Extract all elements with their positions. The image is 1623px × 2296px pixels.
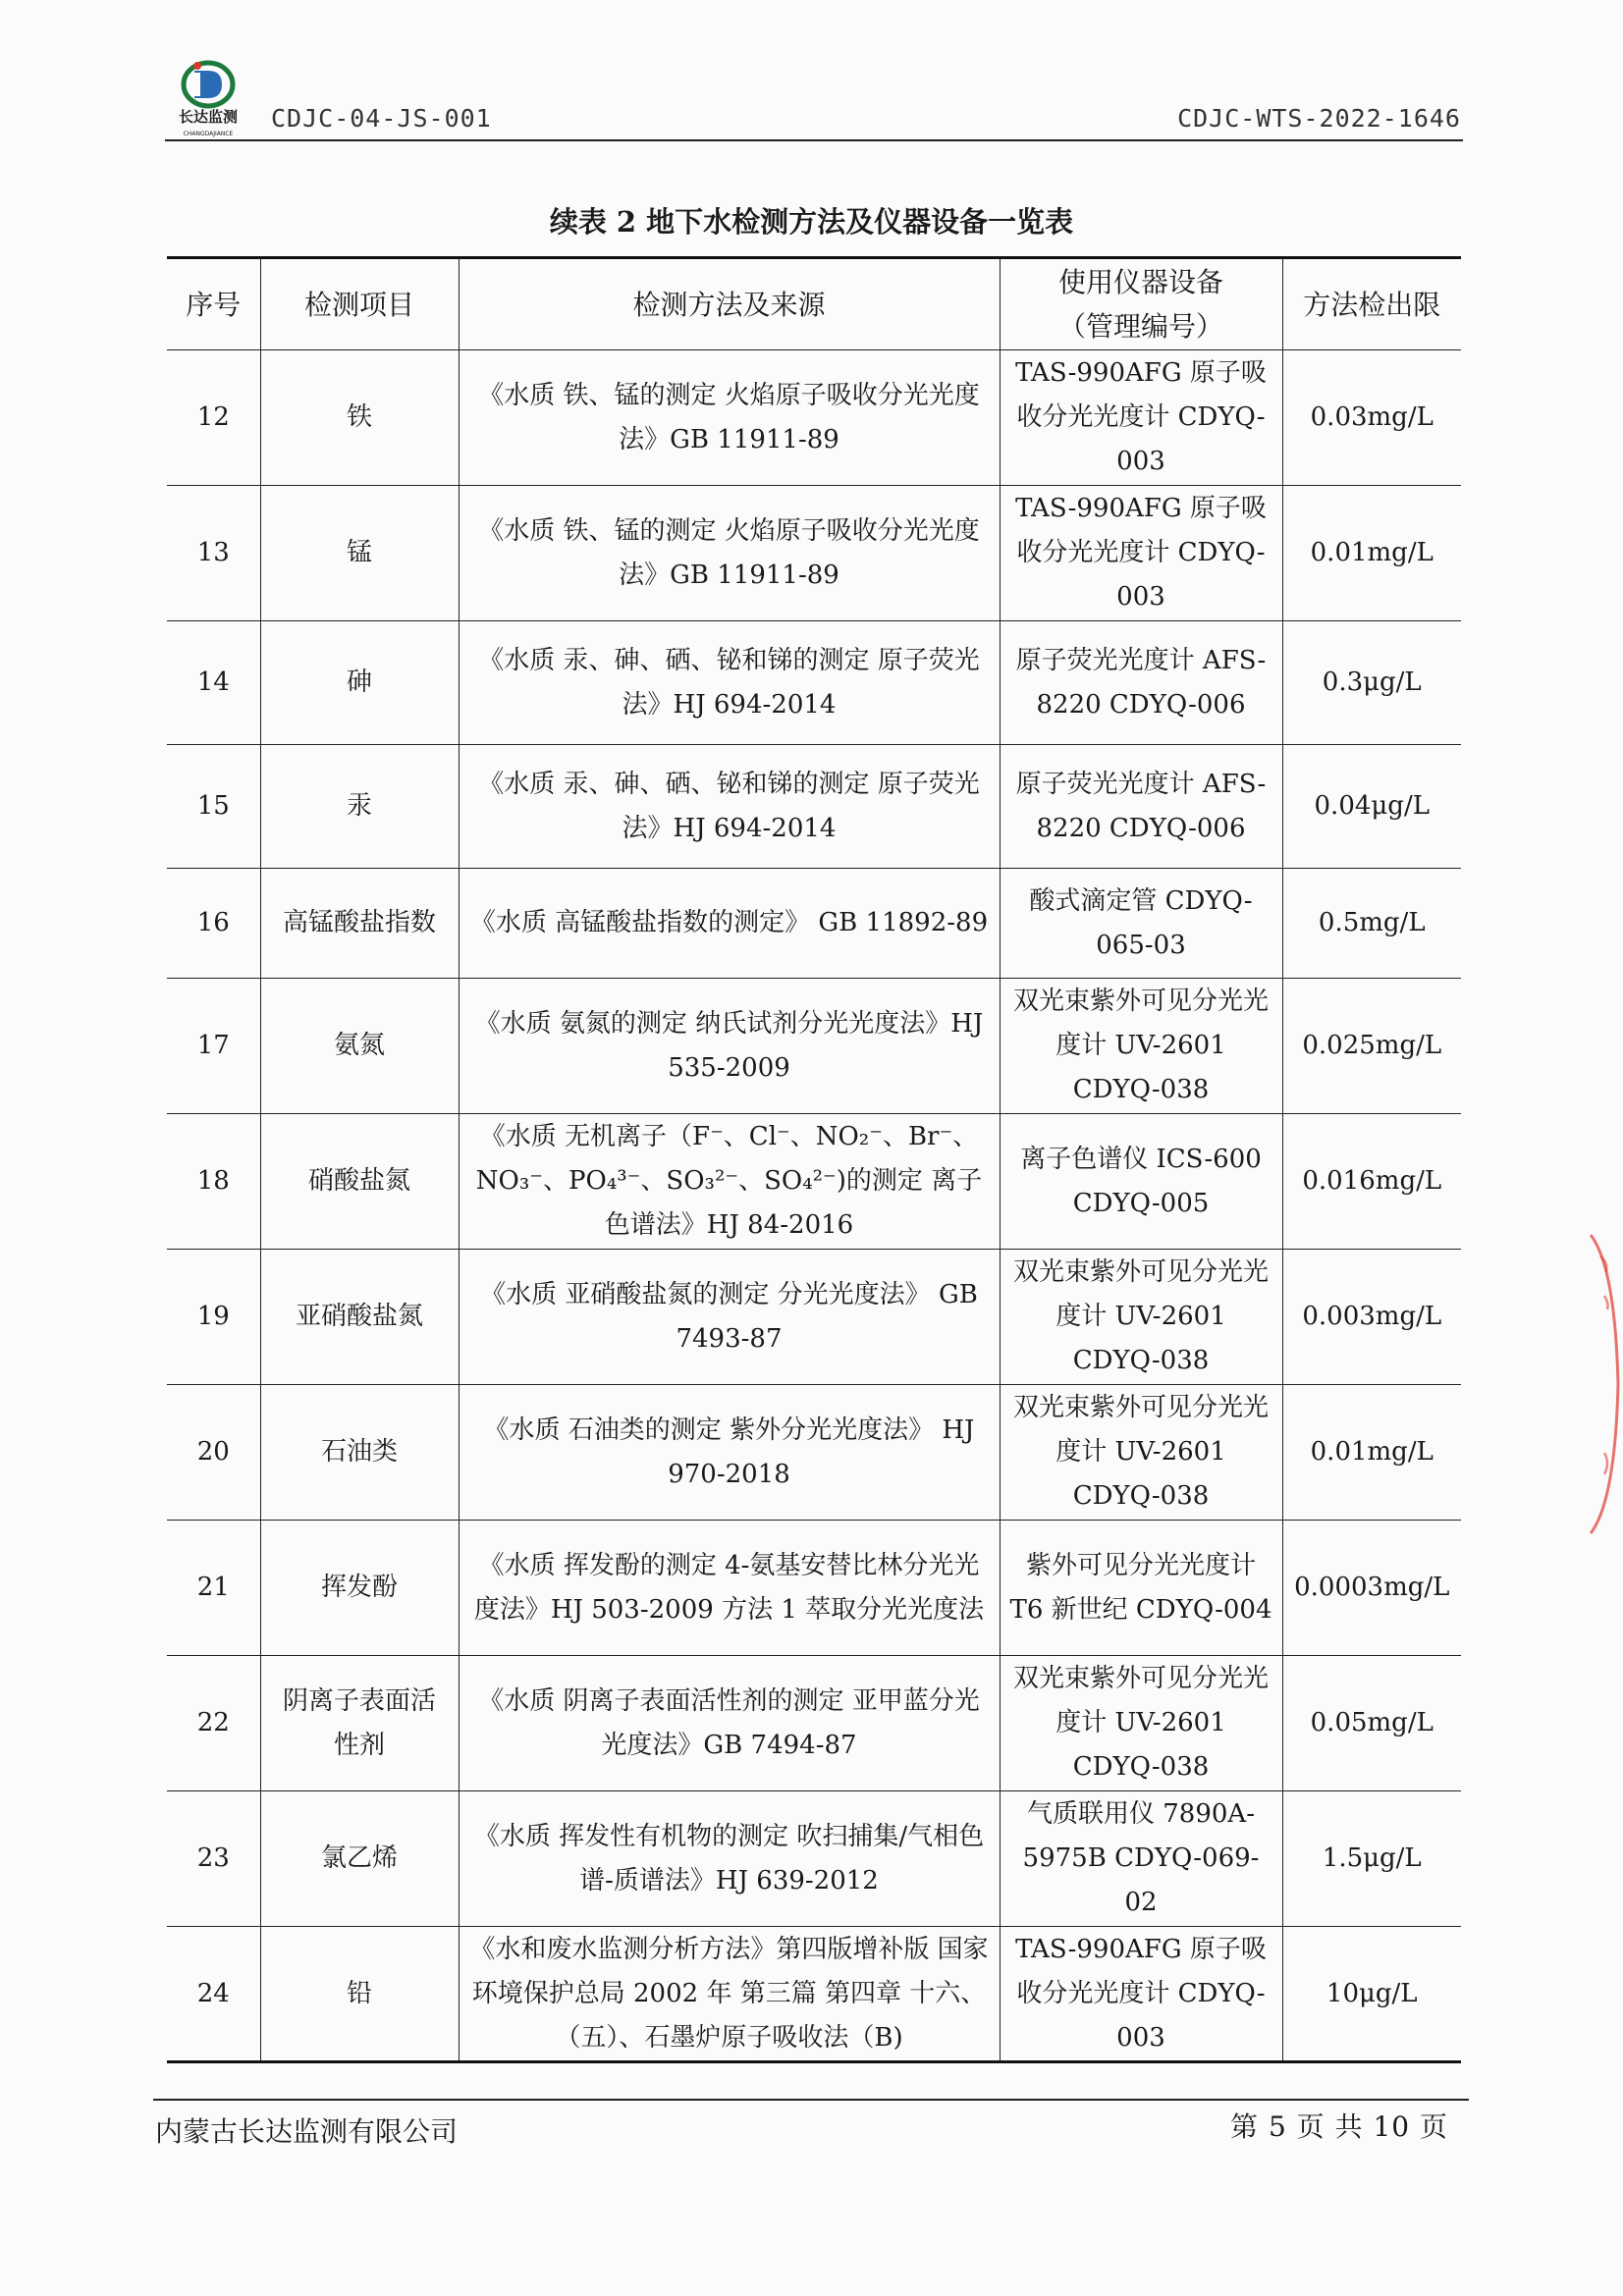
cell-limit: 1.5μg/L: [1282, 1791, 1461, 1927]
table-row: [167, 1521, 1461, 1656]
header-item: 检测项目: [260, 258, 459, 350]
cell-item: 铅: [260, 1927, 459, 2062]
cell-no: 12: [167, 350, 260, 486]
cell-limit: 0.003mg/L: [1282, 1250, 1461, 1385]
method-equipment-table: [167, 256, 1461, 2063]
table-row: [167, 869, 1461, 979]
header-limit: 方法检出限: [1282, 258, 1461, 350]
cell-no: 23: [167, 1791, 260, 1927]
cell-no: 22: [167, 1656, 260, 1791]
report-number: CDJC-WTS-2022-1646: [1177, 104, 1461, 133]
cell-instrument: 双光束紫外可见分光光度计 UV-2601 CDYQ-038: [1000, 1250, 1282, 1385]
cell-item: 锰: [260, 486, 459, 621]
cell-instrument: 双光束紫外可见分光光度计 UV-2601 CDYQ-038: [1000, 1385, 1282, 1521]
cell-limit: 0.016mg/L: [1282, 1114, 1461, 1250]
cell-instrument: 双光束紫外可见分光光度计 UV-2601 CDYQ-038: [1000, 1656, 1282, 1791]
document-code: CDJC-04-JS-001: [271, 104, 492, 133]
page-header: [165, 57, 1461, 143]
cell-no: 13: [167, 486, 260, 621]
table-row: [167, 1791, 1461, 1927]
cell-method: 《水质 挥发酚的测定 4-氨基安替比林分光光度法》HJ 503-2009 方法 1 萃取分光光度法: [459, 1521, 1000, 1656]
cell-limit: 0.0003mg/L: [1282, 1521, 1461, 1656]
cell-instrument: TAS-990AFG 原子吸收分光光度计 CDYQ-003: [1000, 486, 1282, 621]
table-row: [167, 350, 1461, 486]
header-method: 检测方法及来源: [459, 258, 1000, 350]
cell-method: 《水质 无机离子（F⁻、Cl⁻、NO₂⁻、Br⁻、NO₃⁻、PO₄³⁻、SO₃²⁻、SO₄²⁻)的测定 离子色谱法》HJ 84-2016: [459, 1114, 1000, 1250]
cell-limit: 0.03mg/L: [1282, 350, 1461, 486]
cell-instrument: 离子色谱仪 ICS-600 CDYQ-005: [1000, 1114, 1282, 1250]
cell-limit: 0.5mg/L: [1282, 869, 1461, 979]
cell-instrument: TAS-990AFG 原子吸收分光光度计 CDYQ-003: [1000, 1927, 1282, 2062]
cell-method: 《水质 石油类的测定 紫外分光光度法》 HJ 970-2018: [459, 1385, 1000, 1521]
cell-no: 19: [167, 1250, 260, 1385]
cell-method: 《水质 铁、锰的测定 火焰原子吸收分光光度法》GB 11911-89: [459, 486, 1000, 621]
cell-instrument: 原子荧光光度计 AFS-8220 CDYQ-006: [1000, 621, 1282, 745]
cell-instrument: 气质联用仪 7890A-5975B CDYQ-069-02: [1000, 1791, 1282, 1927]
table-row: [167, 1250, 1461, 1385]
header-instrument-line2: （管理编号）: [1057, 310, 1223, 343]
cell-limit: 0.05mg/L: [1282, 1656, 1461, 1791]
cell-item: 石油类: [260, 1385, 459, 1521]
cell-no: 20: [167, 1385, 260, 1521]
cell-instrument: 原子荧光光度计 AFS-8220 CDYQ-006: [1000, 745, 1282, 869]
header-no: 序号: [167, 258, 260, 350]
cell-instrument: 酸式滴定管 CDYQ-065-03: [1000, 869, 1282, 979]
footer-company: 内蒙古长达监测有限公司: [155, 2115, 459, 2148]
cell-method: 《水质 汞、砷、硒、铋和锑的测定 原子荧光法》HJ 694-2014: [459, 621, 1000, 745]
table-row: [167, 486, 1461, 621]
cell-method: 《水质 铁、锰的测定 火焰原子吸收分光光度法》GB 11911-89: [459, 350, 1000, 486]
cell-method: 《水和废水监测分析方法》第四版增补版 国家环境保护总局 2002 年 第三篇 第四章 十六、（五）、石墨炉原子吸收法（B): [459, 1927, 1000, 2062]
table-row: [167, 1656, 1461, 1791]
cell-no: 18: [167, 1114, 260, 1250]
table-row: [167, 1927, 1461, 2062]
cell-limit: 0.01mg/L: [1282, 486, 1461, 621]
table-row: [167, 1385, 1461, 1521]
footer-divider: [153, 2099, 1469, 2101]
table-caption: 续表 2 地下水检测方法及仪器设备一览表: [549, 205, 1074, 239]
cell-limit: 0.04μg/L: [1282, 745, 1461, 869]
table-row: [167, 1114, 1461, 1250]
header-instrument-line1: 使用仪器设备: [1057, 266, 1223, 298]
cell-item: 砷: [260, 621, 459, 745]
cell-item: 高锰酸盐指数: [260, 869, 459, 979]
cell-item: 铁: [260, 350, 459, 486]
cell-limit: 10μg/L: [1282, 1927, 1461, 2062]
cell-method: 《水质 亚硝酸盐氮的测定 分光光度法》 GB 7493-87: [459, 1250, 1000, 1385]
footer-page-number: 第 5 页 共 10 页: [1230, 2110, 1448, 2143]
cell-no: 14: [167, 621, 260, 745]
cell-no: 17: [167, 979, 260, 1114]
cell-item: 阴离子表面活性剂: [260, 1656, 459, 1791]
cell-no: 24: [167, 1927, 260, 2062]
cell-no: 15: [167, 745, 260, 869]
table-header-row: [167, 258, 1461, 350]
cell-item: 亚硝酸盐氮: [260, 1250, 459, 1385]
table-row: [167, 621, 1461, 745]
header-instrument: [1000, 258, 1282, 350]
cell-item: 氨氮: [260, 979, 459, 1114]
company-logo-icon: [165, 57, 251, 139]
cell-instrument: 双光束紫外可见分光光度计 UV-2601 CDYQ-038: [1000, 979, 1282, 1114]
cell-method: 《水质 氨氮的测定 纳氏试剂分光光度法》HJ 535-2009: [459, 979, 1000, 1114]
cell-method: 《水质 阴离子表面活性剂的测定 亚甲蓝分光光度法》GB 7494-87: [459, 1656, 1000, 1791]
cell-limit: 0.025mg/L: [1282, 979, 1461, 1114]
logo-subtext: CHANGDAJIANCE: [183, 131, 234, 137]
table-row: [167, 745, 1461, 869]
cell-no: 16: [167, 869, 260, 979]
cell-method: 《水质 挥发性有机物的测定 吹扫捕集/气相色谱-质谱法》HJ 639-2012: [459, 1791, 1000, 1927]
cell-method: 《水质 汞、砷、硒、铋和锑的测定 原子荧光法》HJ 694-2014: [459, 745, 1000, 869]
cell-item: 硝酸盐氮: [260, 1114, 459, 1250]
seal-stamp-icon: [1561, 1227, 1620, 1541]
cell-instrument: TAS-990AFG 原子吸收分光光度计 CDYQ-003: [1000, 350, 1282, 486]
table-row: [167, 979, 1461, 1114]
cell-method: 《水质 高锰酸盐指数的测定》 GB 11892-89: [459, 869, 1000, 979]
cell-limit: 0.3μg/L: [1282, 621, 1461, 745]
cell-item: 挥发酚: [260, 1521, 459, 1656]
cell-item: 氯乙烯: [260, 1791, 459, 1927]
cell-no: 21: [167, 1521, 260, 1656]
cell-limit: 0.01mg/L: [1282, 1385, 1461, 1521]
logo-text: 长达监测: [178, 108, 239, 126]
cell-instrument: 紫外可见分光光度计 T6 新世纪 CDYQ-004: [1000, 1521, 1282, 1656]
header-divider: [165, 139, 1463, 141]
cell-item: 汞: [260, 745, 459, 869]
